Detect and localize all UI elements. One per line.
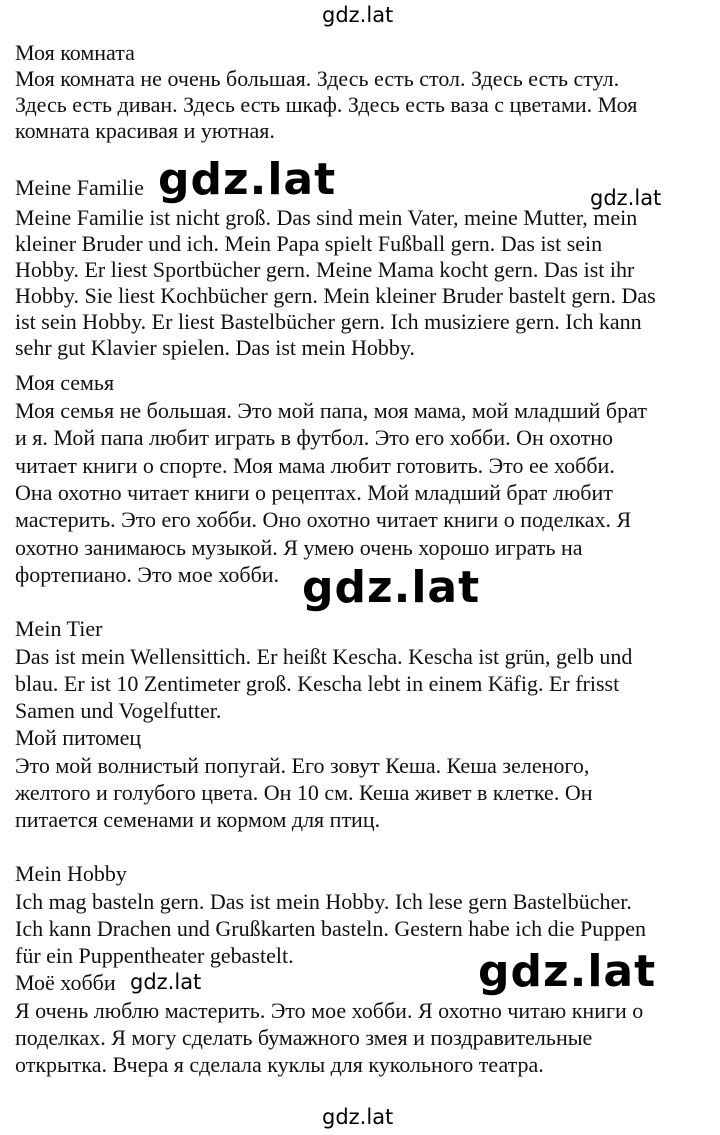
text-line: kleiner Bruder und ich. Mein Papa spielt Fußball gern. Das ist sein: [15, 231, 603, 256]
text-line: Hobby. Sie liest Kochbücher gern. Mein kleiner Bruder bastelt gern. Das: [15, 283, 656, 308]
text-line: Ich mag basteln gern. Das ist mein Hobby. Ich lese gern Bastelbücher.: [15, 889, 632, 914]
text-line: питается семенами и кормом для птиц.: [15, 807, 381, 832]
text-line: мастерить. Это его хобби. Оно охотно читает книги о поделках. Я: [15, 507, 632, 532]
section-heading: Моя семья: [15, 370, 115, 395]
text-line: ist sein Hobby. Er liest Bastelbücher gern. Ich musiziere gern. Ich kann: [15, 309, 642, 334]
section-heading: Mein Hobby: [15, 861, 127, 886]
text-line: für ein Puppentheater gebastelt.: [15, 943, 294, 968]
text-line: Здесь есть диван. Здесь есть шкаф. Здесь есть ваза с цветами. Моя: [15, 92, 638, 117]
text-line: комната красивая и уютная.: [15, 118, 275, 143]
watermark-logo: gdz.lat: [590, 186, 662, 210]
text-line: Hobby. Er liest Sportbücher gern. Meine Mama kocht gern. Das ist ihr: [15, 257, 635, 282]
text-line: Samen und Vogelfutter.: [15, 698, 222, 723]
text-line: blau. Er ist 10 Zentimeter groß. Kescha lebt in einem Käfig. Er frisst: [15, 671, 620, 696]
section-heading: Meine Familie: [15, 175, 144, 200]
watermark-logo: gdz.lat: [158, 154, 337, 205]
text-line: Das ist mein Wellensittich. Er heißt Kescha. Kescha ist grün, gelb und: [15, 644, 633, 669]
text-line: фортепиано. Это мое хобби.: [15, 562, 280, 587]
watermark-logo: gdz.lat: [130, 970, 202, 994]
section-heading: Мой питомец: [15, 725, 142, 750]
watermark-logo: gdz.lat: [322, 3, 394, 27]
text-line: sehr gut Klavier spielen. Das ist mein Hobby.: [15, 335, 415, 360]
text-line: читает книги о спорте. Моя мама любит готовить. Это ее хобби.: [15, 453, 615, 478]
section-heading: Mein Tier: [15, 616, 103, 641]
section-heading: Моё хобби: [15, 970, 116, 995]
text-line: охотно занимаюсь музыкой. Я умею очень хорошо играть на: [15, 535, 583, 560]
watermark-logo: gdz.lat: [302, 562, 481, 613]
text-line: Ich kann Drachen und Grußkarten basteln. Gestern habe ich die Puppen: [15, 916, 647, 941]
text-line: поделках. Я могу сделать бумажного змея и поздравительные: [15, 1025, 593, 1050]
text-line: Она охотно читает книги о рецептах. Мой младший брат любит: [15, 480, 613, 505]
text-line: Моя семья не большая. Это мой папа, моя мама, мой младший брат: [15, 398, 647, 423]
text-line: Моя комната не очень большая. Здесь есть стол. Здесь есть стул.: [15, 66, 620, 91]
watermark-logo: gdz.lat: [478, 946, 657, 997]
text-line: Meine Familie ist nicht groß. Das sind mein Vater, meine Mutter, mein: [15, 205, 638, 230]
text-line: и я. Мой папа любит играть в футбол. Это его хобби. Он охотно: [15, 425, 613, 450]
text-line: желтого и голубого цвета. Он 10 см. Кеша живет в клетке. Он: [15, 780, 593, 805]
text-line: Это мой волнистый попугай. Его зовут Кеша. Кеша зеленого,: [15, 753, 590, 778]
watermark-logo: gdz.lat: [322, 1105, 394, 1129]
text-line: открытка. Вчера я сделала куклы для кукольного театра.: [15, 1052, 544, 1077]
section-heading: Моя комната: [15, 40, 135, 65]
text-line: Я очень люблю мастерить. Это мое хобби. Я охотно читаю книги о: [15, 998, 644, 1023]
